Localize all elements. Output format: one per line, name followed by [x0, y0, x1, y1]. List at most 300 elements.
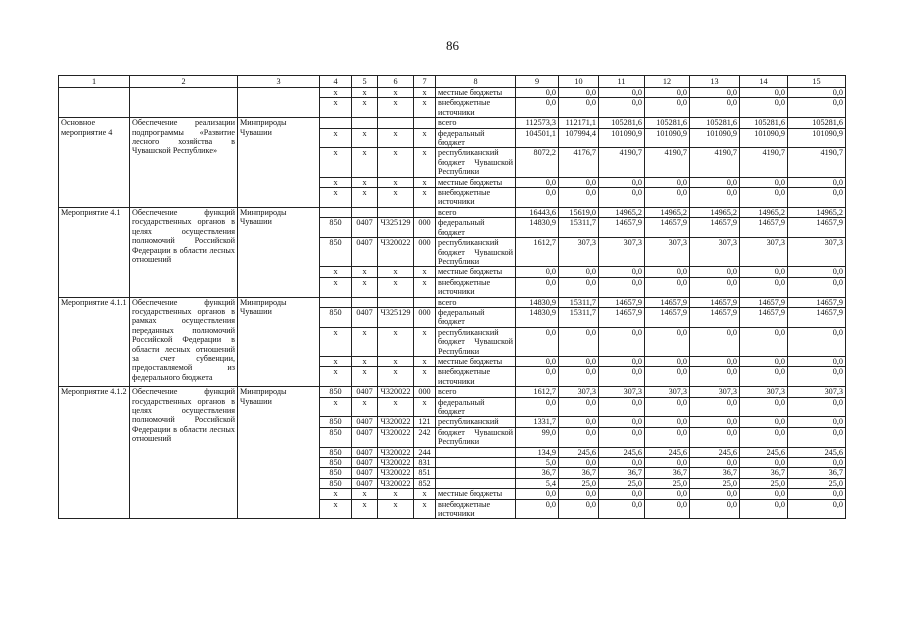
- section-code: 0407: [352, 417, 378, 427]
- expense-type-code: x: [414, 98, 436, 118]
- target-article-code: [378, 207, 414, 217]
- responsible-executor: Минприроды Чувашии: [238, 387, 320, 519]
- page-number: 86: [446, 38, 459, 53]
- funding-source: бюджет Чувашской Республики: [436, 427, 516, 447]
- header-cell: 8: [436, 76, 516, 88]
- amount-cell: 36,7: [690, 468, 740, 478]
- amount-cell: 0,0: [645, 427, 690, 447]
- amount-cell: 0,0: [690, 356, 740, 366]
- amount-cell: 14657,9: [690, 218, 740, 238]
- amount-cell: 0,0: [599, 327, 645, 356]
- amount-cell: 0,0: [740, 267, 788, 277]
- section-code: 0407: [352, 218, 378, 238]
- measure-name: Мероприятие 4.1.1: [59, 297, 130, 387]
- amount-cell: 14657,9: [645, 297, 690, 307]
- amount-cell: 0,0: [788, 489, 846, 499]
- section-code: 0407: [352, 387, 378, 397]
- expense-type-code: x: [414, 188, 436, 208]
- section-code: x: [352, 356, 378, 366]
- header-cell: 10: [559, 76, 599, 88]
- amount-cell: 307,3: [740, 238, 788, 267]
- amount-cell: 0,0: [788, 267, 846, 277]
- funding-source: внебюджетные источники: [436, 188, 516, 208]
- expense-type-code: x: [414, 367, 436, 387]
- amount-cell: 15311,7: [559, 297, 599, 307]
- amount-cell: 0,0: [645, 188, 690, 208]
- budget-table: [58, 75, 846, 519]
- amount-cell: 14965,2: [740, 207, 788, 217]
- amount-cell: 0,0: [516, 267, 559, 277]
- amount-cell: 14965,2: [788, 207, 846, 217]
- header-cell: 2: [130, 76, 238, 88]
- section-code: 0407: [352, 238, 378, 267]
- expense-type-code: x: [414, 267, 436, 277]
- amount-cell: 0,0: [740, 277, 788, 297]
- responsible-executor: Минприроды Чувашии: [238, 207, 320, 297]
- amount-cell: 0,0: [559, 267, 599, 277]
- amount-cell: 0,0: [645, 397, 690, 417]
- amount-cell: 112573,3: [516, 118, 559, 128]
- expense-type-code: 000: [414, 307, 436, 327]
- amount-cell: 15311,7: [559, 218, 599, 238]
- funding-source: федеральный бюджет: [436, 307, 516, 327]
- amount-cell: 25,0: [690, 478, 740, 488]
- header-cell: 14: [740, 76, 788, 88]
- amount-cell: 0,0: [516, 188, 559, 208]
- amount-cell: 25,0: [645, 478, 690, 488]
- amount-cell: 307,3: [559, 387, 599, 397]
- expense-type-code: x: [414, 148, 436, 177]
- amount-cell: 307,3: [788, 238, 846, 267]
- funding-source: местные бюджеты: [436, 267, 516, 277]
- amount-cell: 14830,9: [516, 297, 559, 307]
- funding-source: республиканский: [436, 417, 516, 427]
- amount-cell: 101090,9: [788, 128, 846, 148]
- amount-cell: 14657,9: [690, 297, 740, 307]
- amount-cell: 307,3: [690, 387, 740, 397]
- amount-cell: 107994,4: [559, 128, 599, 148]
- amount-cell: 0,0: [690, 367, 740, 387]
- amount-cell: 0,0: [690, 277, 740, 297]
- grbs-code: 850: [320, 238, 352, 267]
- target-article-code: Ч320022: [378, 468, 414, 478]
- target-article-code: x: [378, 148, 414, 177]
- grbs-code: [320, 297, 352, 307]
- measure-name: Мероприятие 4.1.2: [59, 387, 130, 519]
- measure-name: [59, 88, 130, 118]
- amount-cell: 8072,2: [516, 148, 559, 177]
- target-article-code: x: [378, 397, 414, 417]
- amount-cell: 0,0: [559, 188, 599, 208]
- amount-cell: 245,6: [690, 447, 740, 457]
- amount-cell: 1612,7: [516, 238, 559, 267]
- amount-cell: 0,0: [690, 327, 740, 356]
- amount-cell: 0,0: [599, 277, 645, 297]
- amount-cell: 0,0: [645, 267, 690, 277]
- amount-cell: 0,0: [740, 397, 788, 417]
- expense-type-code: x: [414, 397, 436, 417]
- amount-cell: 4190,7: [740, 148, 788, 177]
- section-code: x: [352, 267, 378, 277]
- amount-cell: 307,3: [645, 238, 690, 267]
- amount-cell: 0,0: [740, 489, 788, 499]
- grbs-code: x: [320, 128, 352, 148]
- funding-source: внебюджетные источники: [436, 499, 516, 519]
- amount-cell: 0,0: [740, 188, 788, 208]
- amount-cell: 105281,6: [788, 118, 846, 128]
- target-article-code: Ч320022: [378, 458, 414, 468]
- expense-type-code: x: [414, 499, 436, 519]
- target-article-code: Ч320022: [378, 447, 414, 457]
- amount-cell: 245,6: [788, 447, 846, 457]
- target-article-code: x: [378, 98, 414, 118]
- amount-cell: 0,0: [516, 356, 559, 366]
- amount-cell: 105281,6: [740, 118, 788, 128]
- amount-cell: 0,0: [788, 88, 846, 98]
- amount-cell: 15619,0: [559, 207, 599, 217]
- amount-cell: 0,0: [788, 499, 846, 519]
- amount-cell: 0,0: [788, 356, 846, 366]
- amount-cell: 104501,1: [516, 128, 559, 148]
- amount-cell: 0,0: [690, 417, 740, 427]
- amount-cell: 307,3: [599, 238, 645, 267]
- amount-cell: 0,0: [645, 177, 690, 187]
- amount-cell: 0,0: [599, 267, 645, 277]
- grbs-code: 850: [320, 478, 352, 488]
- section-code: x: [352, 148, 378, 177]
- grbs-code: 850: [320, 427, 352, 447]
- grbs-code: x: [320, 489, 352, 499]
- funding-source: республиканский бюджет Чувашской Республики: [436, 238, 516, 267]
- amount-cell: 14657,9: [599, 297, 645, 307]
- expense-type-code: x: [414, 88, 436, 98]
- amount-cell: 0,0: [788, 98, 846, 118]
- amount-cell: 245,6: [645, 447, 690, 457]
- amount-cell: 0,0: [559, 427, 599, 447]
- amount-cell: 14965,2: [599, 207, 645, 217]
- grbs-code: 850: [320, 447, 352, 457]
- amount-cell: 307,3: [559, 238, 599, 267]
- section-code: x: [352, 489, 378, 499]
- grbs-code: [320, 118, 352, 128]
- amount-cell: 0,0: [740, 499, 788, 519]
- amount-cell: 134,9: [516, 447, 559, 457]
- funding-source: всего: [436, 207, 516, 217]
- amount-cell: 0,0: [690, 458, 740, 468]
- header-cell: 12: [645, 76, 690, 88]
- amount-cell: 14657,9: [690, 307, 740, 327]
- section-code: x: [352, 367, 378, 387]
- amount-cell: 0,0: [599, 356, 645, 366]
- amount-cell: 0,0: [559, 277, 599, 297]
- amount-cell: 0,0: [645, 98, 690, 118]
- funding-source: [436, 468, 516, 478]
- grbs-code: x: [320, 88, 352, 98]
- amount-cell: 0,0: [599, 88, 645, 98]
- expense-type-code: [414, 297, 436, 307]
- amount-cell: 245,6: [559, 447, 599, 457]
- amount-cell: 0,0: [645, 458, 690, 468]
- expense-type-code: 831: [414, 458, 436, 468]
- funding-source: местные бюджеты: [436, 356, 516, 366]
- amount-cell: 0,0: [516, 88, 559, 98]
- amount-cell: 14657,9: [788, 218, 846, 238]
- amount-cell: 4176,7: [559, 148, 599, 177]
- measure-description: Обеспечение реализации подпрограммы «Развитие лесного хозяйства в Чувашской Республике»: [130, 118, 238, 208]
- amount-cell: 112171,1: [559, 118, 599, 128]
- measure-description: Обеспечение функций государственных органов в целях осуществления полномочий Российской Федерации в области лесных отношений: [130, 387, 238, 519]
- amount-cell: 0,0: [516, 177, 559, 187]
- column-number-header: [59, 76, 846, 88]
- funding-source: всего: [436, 118, 516, 128]
- amount-cell: 14657,9: [599, 218, 645, 238]
- target-article-code: x: [378, 327, 414, 356]
- measure-description: Обеспечение функций государственных органов в рамках осуществления переданных полномочий Российской Федерации в области лесных отношений за счет субвенции, предоставляемой из федерального бюджета: [130, 297, 238, 387]
- measure-name: Основное мероприятие 4: [59, 118, 130, 208]
- expense-type-code: 244: [414, 447, 436, 457]
- amount-cell: 15311,7: [559, 307, 599, 327]
- target-article-code: x: [378, 489, 414, 499]
- amount-cell: 0,0: [788, 417, 846, 427]
- amount-cell: 0,0: [516, 499, 559, 519]
- grbs-code: x: [320, 277, 352, 297]
- section-code: 0407: [352, 468, 378, 478]
- amount-cell: 16443,6: [516, 207, 559, 217]
- funding-source: федеральный бюджет: [436, 128, 516, 148]
- grbs-code: 850: [320, 387, 352, 397]
- target-article-code: Ч325129: [378, 218, 414, 238]
- amount-cell: 0,0: [599, 489, 645, 499]
- amount-cell: 0,0: [690, 88, 740, 98]
- target-article-code: x: [378, 188, 414, 208]
- amount-cell: 0,0: [599, 417, 645, 427]
- amount-cell: 14657,9: [645, 307, 690, 327]
- amount-cell: 14657,9: [788, 297, 846, 307]
- amount-cell: 0,0: [788, 427, 846, 447]
- section-code: 0407: [352, 307, 378, 327]
- measure-name: Мероприятие 4.1: [59, 207, 130, 297]
- amount-cell: 0,0: [690, 397, 740, 417]
- expense-type-code: 851: [414, 468, 436, 478]
- grbs-code: x: [320, 177, 352, 187]
- funding-source: внебюджетные источники: [436, 367, 516, 387]
- table-row: [59, 387, 846, 397]
- funding-source: внебюджетные источники: [436, 277, 516, 297]
- table-row: [59, 88, 846, 98]
- funding-source: [436, 447, 516, 457]
- amount-cell: 25,0: [599, 478, 645, 488]
- amount-cell: 0,0: [690, 427, 740, 447]
- funding-source: [436, 458, 516, 468]
- amount-cell: 0,0: [740, 427, 788, 447]
- section-code: 0407: [352, 447, 378, 457]
- amount-cell: 14657,9: [788, 307, 846, 327]
- expense-type-code: x: [414, 177, 436, 187]
- target-article-code: x: [378, 367, 414, 387]
- expense-type-code: 121: [414, 417, 436, 427]
- amount-cell: 0,0: [559, 88, 599, 98]
- grbs-code: 850: [320, 417, 352, 427]
- header-cell: 5: [352, 76, 378, 88]
- amount-cell: 0,0: [788, 277, 846, 297]
- amount-cell: 0,0: [740, 356, 788, 366]
- section-code: x: [352, 98, 378, 118]
- grbs-code: [320, 207, 352, 217]
- amount-cell: 25,0: [740, 478, 788, 488]
- amount-cell: 36,7: [645, 468, 690, 478]
- header-cell: 13: [690, 76, 740, 88]
- table-row: [59, 297, 846, 307]
- grbs-code: 850: [320, 218, 352, 238]
- amount-cell: 0,0: [788, 397, 846, 417]
- amount-cell: 14965,2: [690, 207, 740, 217]
- target-article-code: Ч320022: [378, 238, 414, 267]
- target-article-code: x: [378, 88, 414, 98]
- amount-cell: 307,3: [740, 387, 788, 397]
- amount-cell: 14657,9: [740, 307, 788, 327]
- table-row: [59, 118, 846, 128]
- amount-cell: 25,0: [788, 478, 846, 488]
- target-article-code: Ч325129: [378, 307, 414, 327]
- amount-cell: 14965,2: [645, 207, 690, 217]
- amount-cell: 0,0: [740, 177, 788, 187]
- section-code: x: [352, 499, 378, 519]
- header-cell: 6: [378, 76, 414, 88]
- amount-cell: 14657,9: [599, 307, 645, 327]
- measure-description: Обеспечение функций государственных органов в целях осуществления полномочий Российской Федерации в области лесных отношений: [130, 207, 238, 297]
- target-article-code: Ч320022: [378, 478, 414, 488]
- amount-cell: 14830,9: [516, 218, 559, 238]
- amount-cell: 4190,7: [599, 148, 645, 177]
- amount-cell: 0,0: [740, 98, 788, 118]
- amount-cell: 0,0: [645, 277, 690, 297]
- header-cell: 4: [320, 76, 352, 88]
- measure-description: [130, 88, 238, 118]
- header-cell: 15: [788, 76, 846, 88]
- grbs-code: 850: [320, 458, 352, 468]
- section-code: x: [352, 397, 378, 417]
- funding-source: внебюджетные источники: [436, 98, 516, 118]
- grbs-code: x: [320, 188, 352, 208]
- responsible-executor: [238, 88, 320, 118]
- amount-cell: 14657,9: [740, 218, 788, 238]
- amount-cell: 0,0: [740, 367, 788, 387]
- amount-cell: 101090,9: [740, 128, 788, 148]
- amount-cell: 0,0: [516, 397, 559, 417]
- amount-cell: 0,0: [599, 188, 645, 208]
- amount-cell: 0,0: [559, 98, 599, 118]
- section-code: x: [352, 128, 378, 148]
- amount-cell: 105281,6: [645, 118, 690, 128]
- section-code: x: [352, 177, 378, 187]
- amount-cell: 0,0: [645, 499, 690, 519]
- amount-cell: 0,0: [788, 458, 846, 468]
- header-cell: 1: [59, 76, 130, 88]
- funding-source: [436, 478, 516, 488]
- amount-cell: 0,0: [788, 327, 846, 356]
- target-article-code: [378, 118, 414, 128]
- target-article-code: x: [378, 128, 414, 148]
- amount-cell: 0,0: [645, 327, 690, 356]
- amount-cell: 0,0: [690, 188, 740, 208]
- expense-type-code: x: [414, 327, 436, 356]
- amount-cell: 0,0: [559, 499, 599, 519]
- amount-cell: 0,0: [645, 88, 690, 98]
- amount-cell: 101090,9: [690, 128, 740, 148]
- amount-cell: 5,4: [516, 478, 559, 488]
- amount-cell: 0,0: [788, 188, 846, 208]
- amount-cell: 1331,7: [516, 417, 559, 427]
- amount-cell: 0,0: [740, 458, 788, 468]
- amount-cell: 245,6: [740, 447, 788, 457]
- amount-cell: 307,3: [690, 238, 740, 267]
- amount-cell: 0,0: [599, 177, 645, 187]
- header-cell: 11: [599, 76, 645, 88]
- amount-cell: 0,0: [645, 489, 690, 499]
- amount-cell: 36,7: [740, 468, 788, 478]
- amount-cell: 307,3: [645, 387, 690, 397]
- amount-cell: 4190,7: [690, 148, 740, 177]
- responsible-executor: Минприроды Чувашии: [238, 297, 320, 387]
- grbs-code: 850: [320, 307, 352, 327]
- funding-source: всего: [436, 387, 516, 397]
- section-code: x: [352, 327, 378, 356]
- expense-type-code: 000: [414, 387, 436, 397]
- responsible-executor: Минприроды Чувашии: [238, 118, 320, 208]
- amount-cell: 0,0: [516, 367, 559, 387]
- amount-cell: 0,0: [740, 417, 788, 427]
- amount-cell: 0,0: [559, 458, 599, 468]
- funding-source: федеральный бюджет: [436, 397, 516, 417]
- target-article-code: x: [378, 277, 414, 297]
- amount-cell: 245,6: [599, 447, 645, 457]
- header-cell: 7: [414, 76, 436, 88]
- funding-source: федеральный бюджет: [436, 218, 516, 238]
- expense-type-code: 242: [414, 427, 436, 447]
- amount-cell: 0,0: [788, 177, 846, 187]
- amount-cell: 0,0: [599, 98, 645, 118]
- amount-cell: 0,0: [690, 499, 740, 519]
- amount-cell: 0,0: [599, 499, 645, 519]
- section-code: [352, 207, 378, 217]
- section-code: [352, 297, 378, 307]
- amount-cell: 105281,6: [690, 118, 740, 128]
- amount-cell: 5,0: [516, 458, 559, 468]
- amount-cell: 0,0: [599, 397, 645, 417]
- expense-type-code: x: [414, 128, 436, 148]
- amount-cell: 25,0: [559, 478, 599, 488]
- amount-cell: 0,0: [690, 267, 740, 277]
- amount-cell: 99,0: [516, 427, 559, 447]
- table-row: [59, 207, 846, 217]
- section-code: 0407: [352, 427, 378, 447]
- amount-cell: 105281,6: [599, 118, 645, 128]
- section-code: 0407: [352, 458, 378, 468]
- expense-type-code: 852: [414, 478, 436, 488]
- amount-cell: 0,0: [645, 417, 690, 427]
- grbs-code: x: [320, 356, 352, 366]
- amount-cell: 0,0: [645, 356, 690, 366]
- amount-cell: 307,3: [599, 387, 645, 397]
- target-article-code: Ч320022: [378, 417, 414, 427]
- amount-cell: 0,0: [690, 489, 740, 499]
- header-cell: 3: [238, 76, 320, 88]
- expense-type-code: x: [414, 277, 436, 297]
- amount-cell: 0,0: [559, 177, 599, 187]
- expense-type-code: x: [414, 489, 436, 499]
- grbs-code: x: [320, 327, 352, 356]
- funding-source: всего: [436, 297, 516, 307]
